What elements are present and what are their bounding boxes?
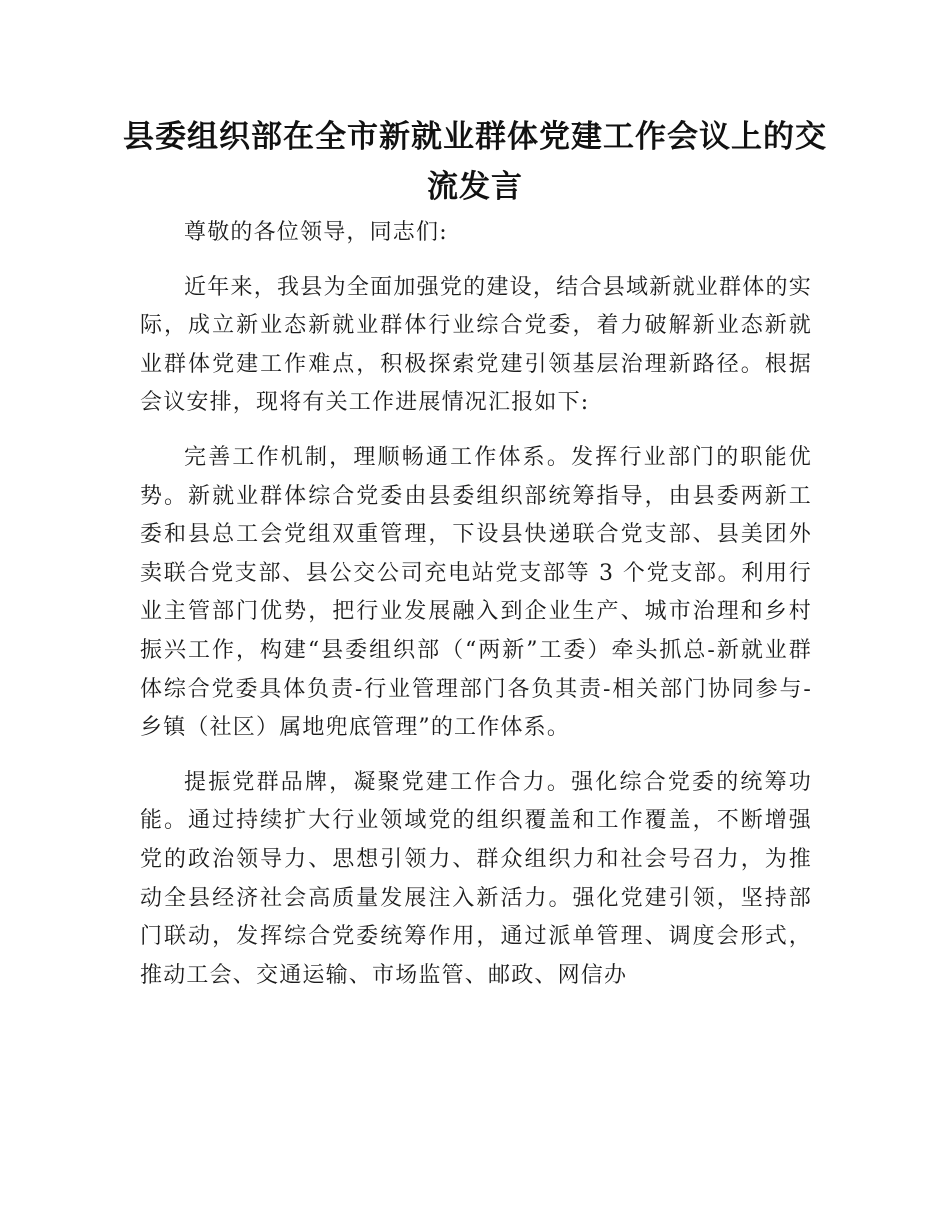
paragraph-mechanism: 完善工作机制，理顺畅通工作体系。发挥行业部门的职能优势。新就业群体综合党委由县委组织部统筹指导，由县委两新工委和县总工会党组双重管理，下设县快递联合党支部、县美团外卖联合党支部、县公交公司充电站党支部等 3 个党支部。利用行业主管部门优势，把行业发展融入到企业生产、城市治理和乡村振兴工作，构建“县委组织部（“两新”工委）牵头抓总-新就业群体综合党委具体负责-行业管理部门各负其责-相关部门协同参与-乡镇（社区）属地兜底管理”的工作体系。: [140, 444, 812, 741]
paragraph-brand: 提振党群品牌，凝聚党建工作合力。强化综合党委的统筹功能。通过持续扩大行业领域党的组织覆盖和工作覆盖，不断增强党的政治领导力、思想引领力、群众组织力和社会号召力，为推动全县经济社会高质量发展注入新活力。强化党建引领，坚持部门联动，发挥综合党委统筹作用，通过派单管理、调度会形式，推动工会、交通运输、市场监管、邮政、网信办: [140, 769, 812, 988]
paragraph-intro: 近年来，我县为全面加强党的建设，结合县域新就业群体的实际，成立新业态新就业群体行业综合党委，着力破解新业态新就业群体党建工作难点，积极探索党建引领基层治理新路径。根据会议安排，现将有关工作进展情况汇报如下:: [140, 274, 812, 416]
document-body: [140, 214, 812, 1011]
document-title: 县委组织部在全市新就业群体党建工作会议上的交流发言: [123, 119, 827, 205]
salutation: 尊敬的各位领导，同志们:: [184, 220, 448, 245]
